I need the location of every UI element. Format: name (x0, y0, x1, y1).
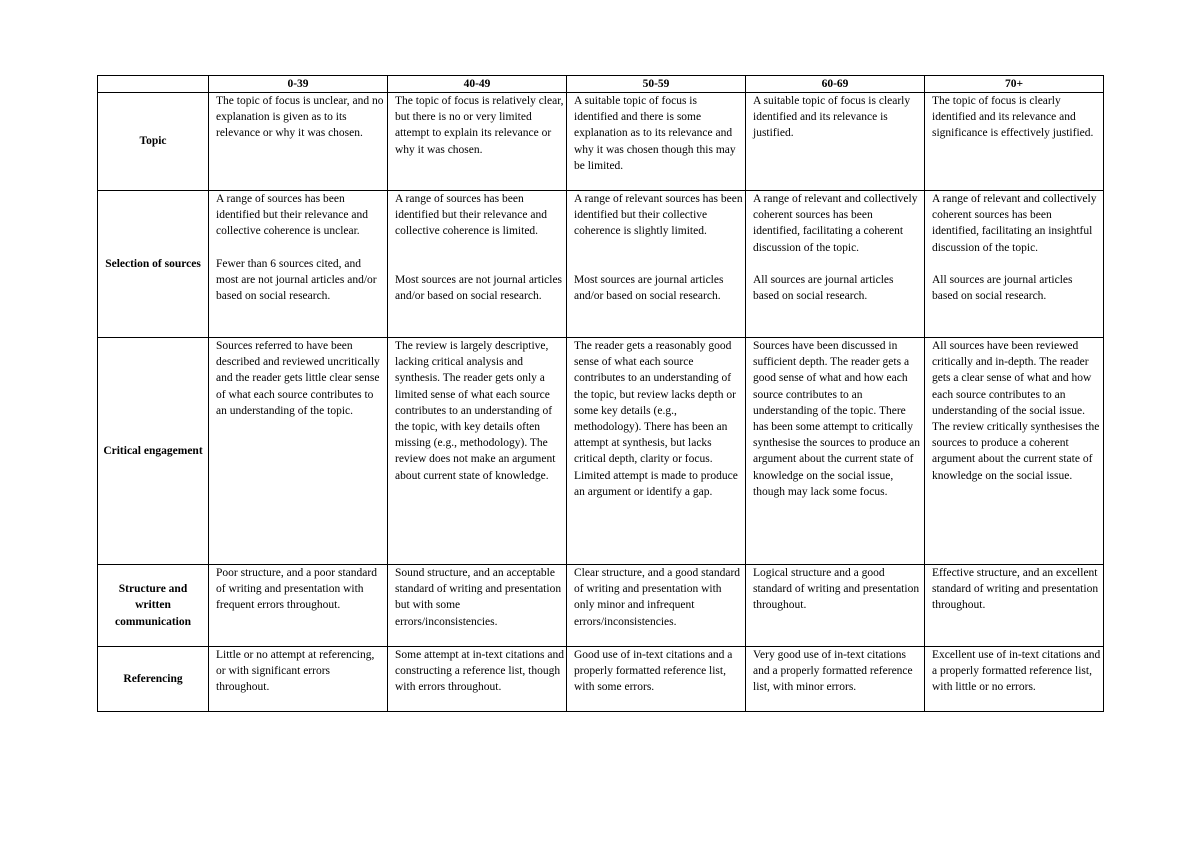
cell-text: Very good use of in-text citations and a properly formatted reference list, with minor errors. (753, 649, 913, 694)
cell-topic-50-59 (567, 93, 746, 191)
cell-referencing-70-plus (925, 647, 1104, 712)
cell-structure-40-49 (388, 565, 567, 647)
cell-text: A range of sources has been identified but their relevance and collective coherence is unclear. (216, 193, 368, 238)
cell-text: A suitable topic of focus is identified and there is some explanation as to its relevance and why it was chosen though this may be limited. (574, 95, 736, 172)
cell-critical-0-39 (209, 338, 388, 565)
band-header-60-69: 60-69 (746, 76, 925, 93)
criterion-label: Referencing (98, 647, 209, 712)
cell-sources-70-plus (925, 191, 1104, 338)
cell-structure-0-39 (209, 565, 388, 647)
row-selection-of-sources (98, 191, 1104, 338)
criterion-label: Topic (98, 93, 209, 191)
cell-text: Poor structure, and a poor standard of writing and presentation with frequent errors throughout. (216, 567, 377, 612)
cell-text: Excellent use of in-text citations and a properly formatted reference list, with little or no errors. (932, 649, 1101, 694)
cell-text-secondary: Most sources are journal articles and/or based on social research. (574, 273, 724, 302)
cell-topic-0-39 (209, 93, 388, 191)
cell-text: The reader gets a reasonably good sense of what each source contributes to an understanding of the topic, but review lacks depth or some key details (e.g., methodology). There has been an attempt at synthesis, but lacks critical depth, clarity or focus. Limited attempt is made to produce an argument or identify a gap. (574, 340, 738, 498)
band-header-50-59: 50-59 (567, 76, 746, 93)
cell-critical-40-49 (388, 338, 567, 565)
cell-text: Sources have been discussed in sufficient depth. The reader gets a good sense of what and how each source contributes to an understanding of the topic. There has been some attempt to critically synthesise the sources to produce an argument about the current state of knowledge on the social issue, though may lack some focus. (753, 340, 921, 498)
cell-text: Little or no attempt at referencing, or with significant errors throughout. (216, 649, 375, 694)
cell-referencing-60-69 (746, 647, 925, 712)
cell-text: All sources have been reviewed critically and in-depth. The reader gets a clear sense of what and how each source contributes to an understanding of the social issue. The review critically synthesises the sources to produce a coherent argument about the current state of knowledge on the social issue. (932, 340, 1100, 482)
header-row (98, 76, 1104, 93)
cell-text: A range of sources has been identified but their relevance and collective coherence is limited. (395, 193, 547, 238)
row-structure-and-written-communication (98, 565, 1104, 647)
cell-referencing-40-49 (388, 647, 567, 712)
marking-rubric-table (97, 75, 1104, 712)
cell-topic-70-plus (925, 93, 1104, 191)
cell-sources-60-69 (746, 191, 925, 338)
cell-text: Some attempt at in-text citations and constructing a reference list, though with errors throughout. (395, 649, 564, 694)
cell-text: The topic of focus is relatively clear, but there is no or very limited attempt to explain its relevance or why it was chosen. (395, 95, 564, 156)
cell-text: Logical structure and a good standard of writing and presentation throughout. (753, 567, 920, 612)
cell-text-secondary: All sources are journal articles based on social research. (753, 273, 894, 303)
cell-critical-70-plus (925, 338, 1104, 565)
cell-referencing-50-59 (567, 647, 746, 712)
header-corner-cell (98, 76, 209, 93)
cell-sources-40-49 (388, 191, 567, 338)
cell-critical-50-59 (567, 338, 746, 565)
cell-text: The topic of focus is unclear, and no explanation is given as to its relevance or why it was chosen. (216, 95, 384, 140)
cell-text: A range of relevant and collectively coherent sources has been identified, facilitating an insightful discussion of the topic. (932, 193, 1097, 254)
cell-text: Sources referred to have been described and reviewed uncritically and the reader gets little clear sense of what each source contributes to an understanding of the topic. (216, 340, 380, 417)
row-referencing (98, 647, 1104, 712)
cell-text-secondary: All sources are journal articles based on social research. (932, 273, 1073, 303)
cell-text: A suitable topic of focus is clearly identified and its relevance is justified. (753, 95, 911, 140)
row-critical-engagement (98, 338, 1104, 565)
band-header-0-39: 0-39 (209, 76, 388, 93)
row-topic (98, 93, 1104, 191)
cell-text-secondary: Most sources are not journal articles and/or based on social research. (395, 273, 563, 302)
criterion-label: Selection of sources (98, 191, 209, 338)
band-header-70-plus: 70+ (925, 76, 1104, 93)
cell-sources-0-39 (209, 191, 388, 338)
cell-structure-70-plus (925, 565, 1104, 647)
cell-text: A range of relevant sources has been identified but their collective coherence is slightly limited. (574, 193, 743, 238)
band-header-40-49: 40-49 (388, 76, 567, 93)
cell-text: Sound structure, and an acceptable standard of writing and presentation but with some errors/inconsistencies. (395, 567, 562, 628)
cell-structure-60-69 (746, 565, 925, 647)
cell-text: Good use of in-text citations and a properly formatted reference list, with some errors. (574, 649, 733, 694)
cell-critical-60-69 (746, 338, 925, 565)
cell-topic-60-69 (746, 93, 925, 191)
cell-text: The topic of focus is clearly identified and its relevance and significance is effectively justified. (932, 95, 1094, 140)
cell-text: A range of relevant and collectively coherent sources has been identified, facilitating a coherent discussion of the topic. (753, 193, 918, 254)
cell-text-secondary: Fewer than 6 sources cited, and most are not journal articles and/or based on social research. (216, 257, 377, 303)
criterion-label: Structure and written communication (98, 565, 209, 647)
cell-referencing-0-39 (209, 647, 388, 712)
cell-structure-50-59 (567, 565, 746, 647)
cell-topic-40-49 (388, 93, 567, 191)
cell-text: The review is largely descriptive, lacking critical analysis and synthesis. The reader gets only a limited sense of what each source contributes to an understanding of the topic, with key details often missing (e.g., methodology). The review does not make an argument about current state of knowledge. (395, 340, 556, 482)
cell-text: Effective structure, and an excellent standard of writing and presentation throughout. (932, 567, 1099, 612)
cell-sources-50-59 (567, 191, 746, 338)
cell-text: Clear structure, and a good standard of writing and presentation with only minor and infrequent errors/inconsistencies. (574, 567, 741, 628)
criterion-label: Critical engagement (98, 338, 209, 565)
